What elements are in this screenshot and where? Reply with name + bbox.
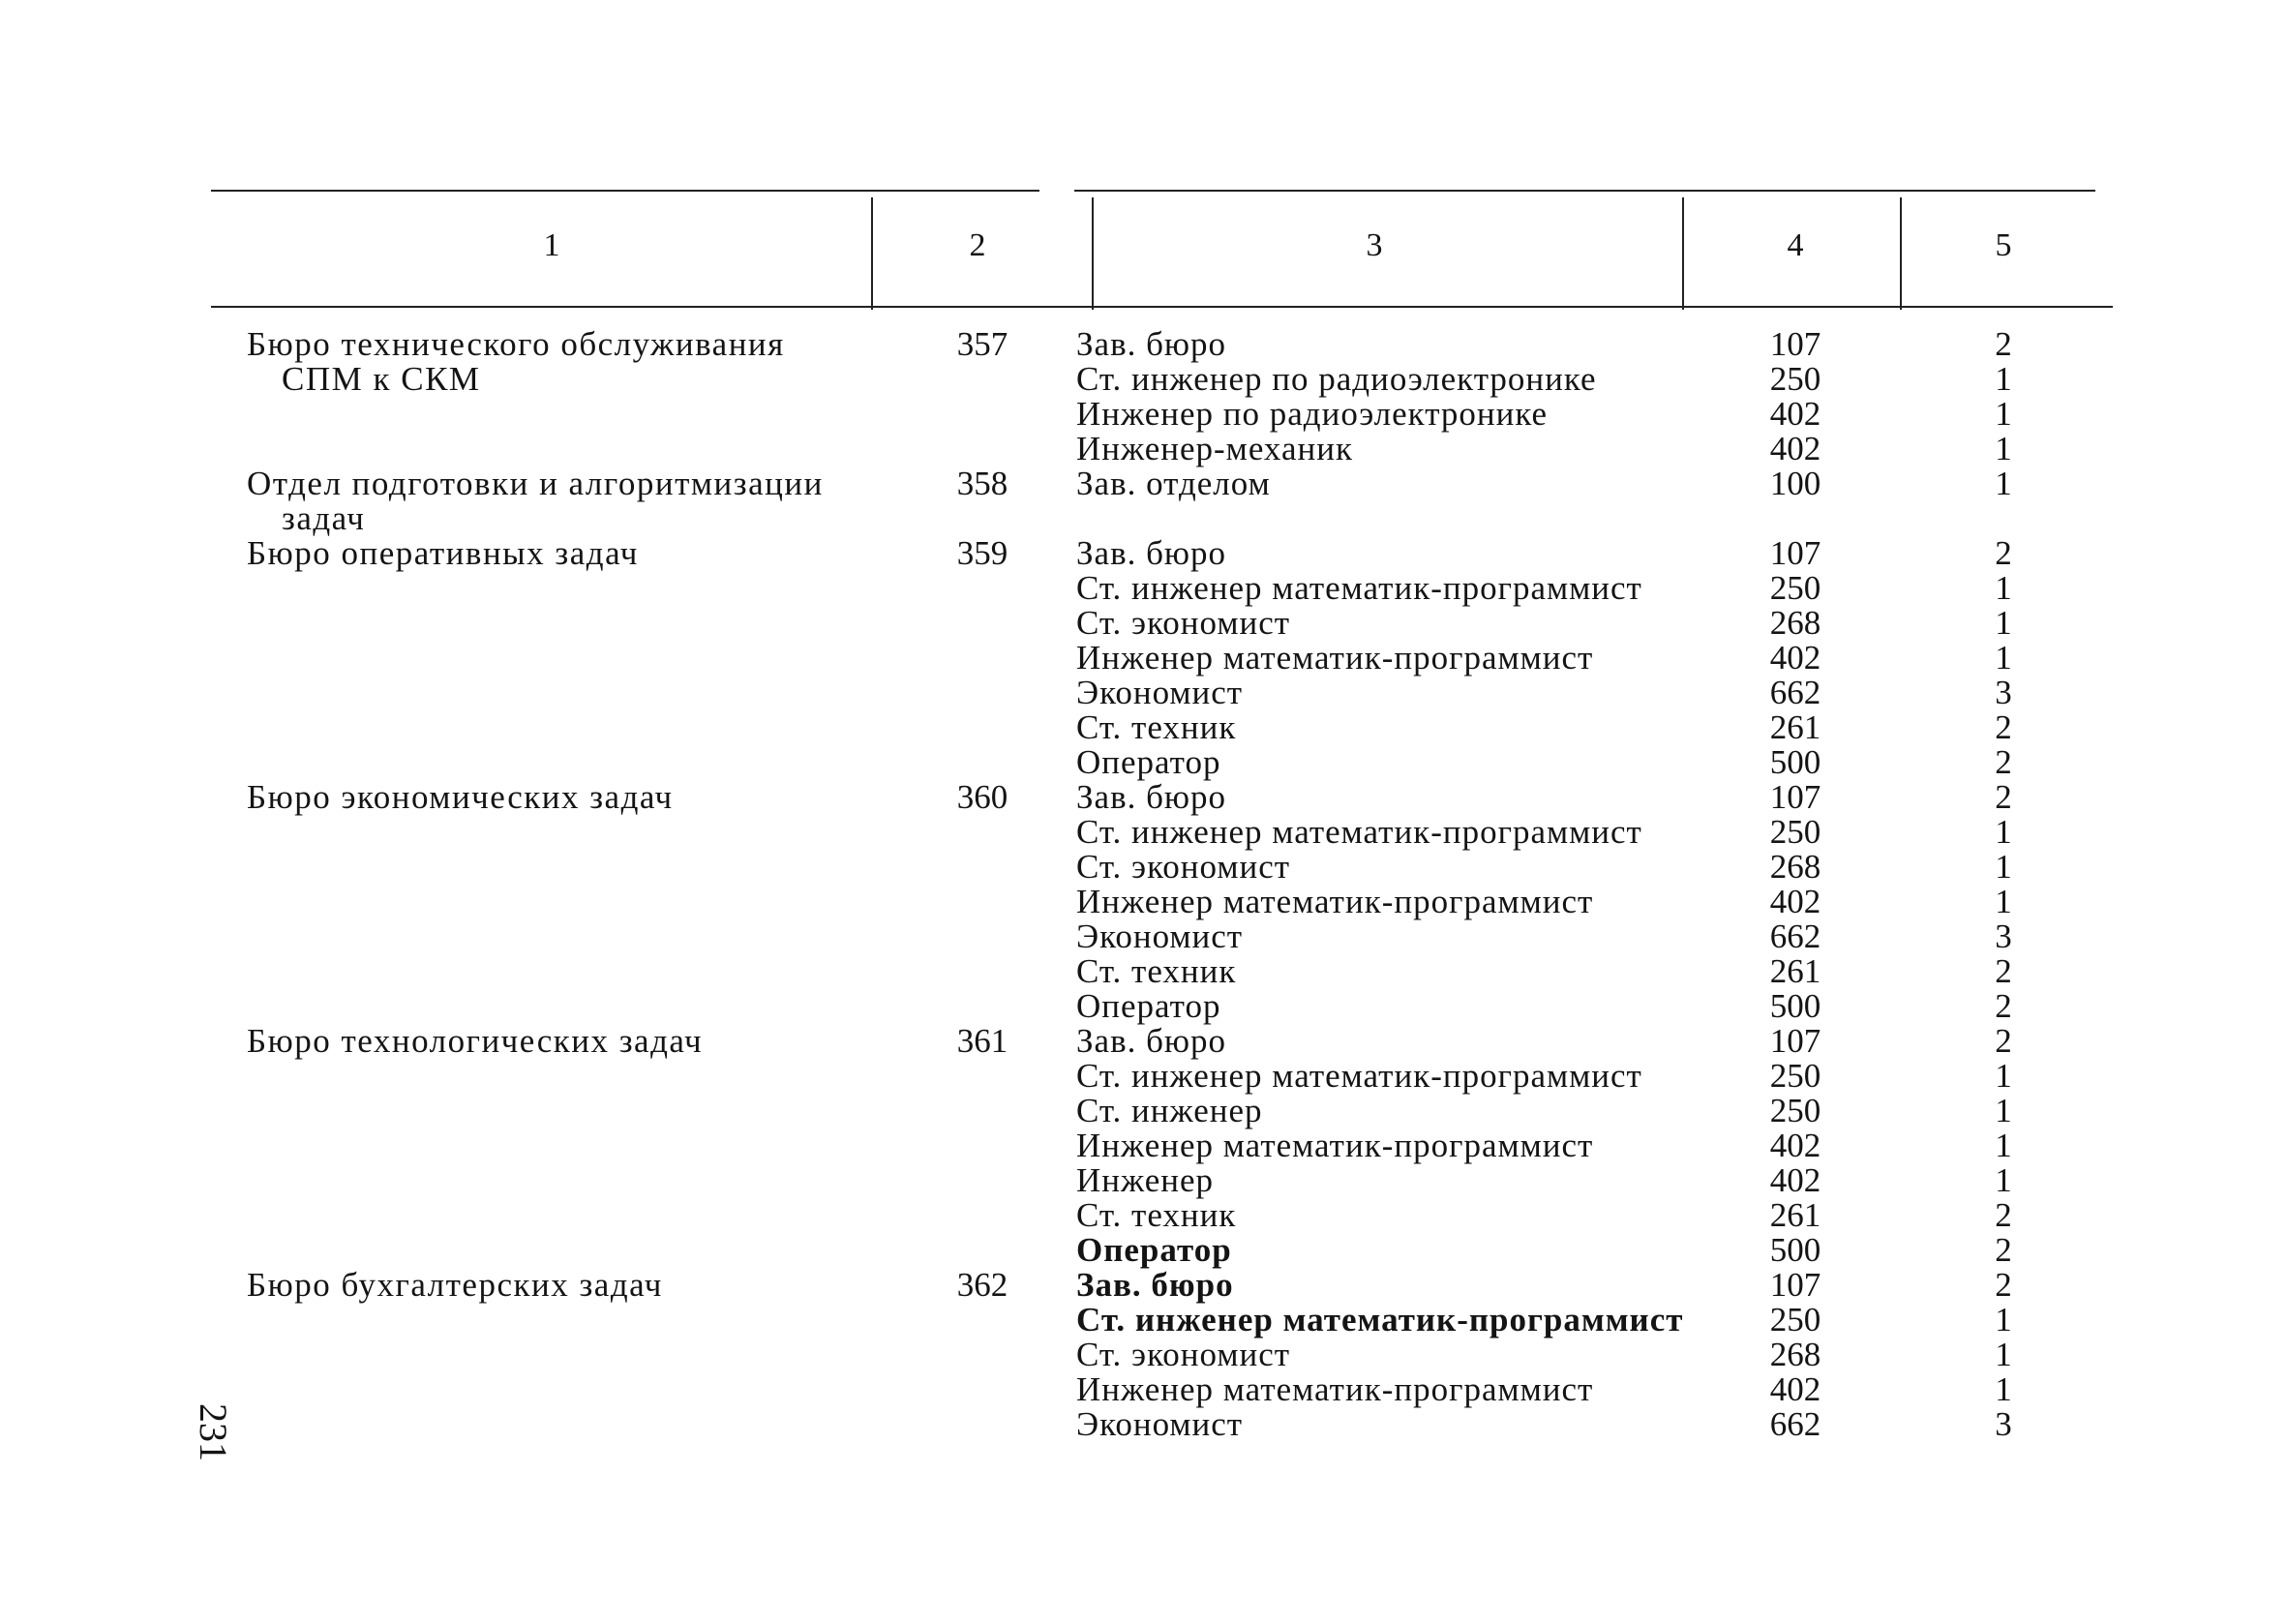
column-header-3: 3	[1366, 227, 1383, 263]
position-qty: 2	[1995, 534, 2012, 572]
position-qty: 1	[1995, 1127, 2012, 1164]
position-count: 250	[1769, 569, 1821, 607]
position-qty: 1	[1995, 360, 2012, 398]
position-qty: 2	[1995, 987, 2012, 1025]
top-rule-right	[1074, 190, 2095, 192]
position-title: Ст. техник	[1076, 1196, 1237, 1234]
position-qty: 2	[1995, 778, 2012, 816]
position-qty: 1	[1995, 1336, 2012, 1373]
position-title: Оператор	[1076, 1231, 1232, 1269]
department-code: 359	[956, 534, 1008, 572]
position-title: Экономист	[1076, 917, 1244, 955]
table-row	[0, 1338, 2287, 1372]
table-row	[0, 397, 2287, 432]
table-row	[0, 1128, 2287, 1163]
position-qty: 1	[1995, 1161, 2012, 1199]
table-row	[0, 1198, 2287, 1233]
table-row	[0, 1163, 2287, 1198]
position-qty: 1	[1995, 465, 2012, 502]
department-code: 358	[956, 465, 1008, 502]
position-count: 261	[1769, 952, 1821, 990]
table-row	[0, 850, 2287, 885]
position-count: 500	[1769, 1231, 1821, 1269]
position-qty: 1	[1995, 1301, 2012, 1338]
position-title: Инженер математик-программист	[1076, 639, 1594, 677]
position-count: 662	[1769, 1405, 1821, 1443]
position-count: 402	[1769, 395, 1821, 433]
position-title: Ст. техник	[1076, 708, 1237, 746]
position-count: 268	[1769, 848, 1821, 886]
position-count: 107	[1769, 778, 1821, 816]
table-row	[0, 885, 2287, 919]
table-row	[0, 362, 2287, 397]
position-qty: 3	[1995, 674, 2012, 711]
department-name-cont: задач	[282, 499, 366, 537]
position-count: 250	[1769, 813, 1821, 851]
position-title: Ст. инженер	[1076, 1092, 1263, 1129]
position-qty: 1	[1995, 569, 2012, 607]
position-title: Инженер математик-программист	[1076, 883, 1594, 920]
table-row	[0, 536, 2287, 571]
position-title: Зав. отделом	[1076, 465, 1271, 502]
position-qty: 1	[1995, 1057, 2012, 1095]
table-row	[0, 919, 2287, 954]
position-title: Инженер математик-программист	[1076, 1127, 1594, 1164]
position-title: Ст. техник	[1076, 952, 1237, 990]
position-count: 402	[1769, 1127, 1821, 1164]
table-row	[0, 989, 2287, 1024]
department-name-line: Бюро бухгалтерских задач	[247, 1266, 663, 1304]
position-qty: 1	[1995, 1370, 2012, 1408]
position-count: 402	[1769, 1370, 1821, 1408]
table-row	[0, 641, 2287, 676]
position-title: Экономист	[1076, 674, 1244, 711]
position-title: Экономист	[1076, 1405, 1244, 1443]
position-title: Ст. инженер математик-программист	[1076, 1301, 1684, 1338]
department-name-line: Бюро экономических задач	[247, 778, 674, 816]
position-count: 250	[1769, 360, 1821, 398]
table-row	[0, 1407, 2287, 1442]
header-divider-1	[871, 197, 873, 310]
position-title: Инженер-механик	[1076, 430, 1353, 467]
position-count: 261	[1769, 708, 1821, 746]
table-row	[0, 1303, 2287, 1338]
table-row	[0, 1059, 2287, 1094]
position-count: 268	[1769, 1336, 1821, 1373]
position-count: 107	[1769, 1022, 1821, 1060]
position-count: 402	[1769, 639, 1821, 677]
position-title: Ст. инженер математик-программист	[1076, 569, 1642, 607]
position-count: 107	[1769, 534, 1821, 572]
table-row	[0, 606, 2287, 641]
table-row	[0, 954, 2287, 989]
position-count: 261	[1769, 1196, 1821, 1234]
position-title: Зав. бюро	[1076, 1022, 1227, 1060]
position-qty: 2	[1995, 1196, 2012, 1234]
position-qty: 3	[1995, 917, 2012, 955]
position-count: 402	[1769, 883, 1821, 920]
position-count: 500	[1769, 987, 1821, 1025]
position-title: Ст. экономист	[1076, 604, 1291, 642]
position-count: 402	[1769, 430, 1821, 467]
position-title: Оператор	[1076, 743, 1221, 781]
header-divider-4	[1900, 197, 1902, 310]
table-row	[0, 571, 2287, 606]
position-title: Зав. бюро	[1076, 1266, 1234, 1304]
position-qty: 2	[1995, 1266, 2012, 1304]
position-title: Зав. бюро	[1076, 778, 1227, 816]
table-row	[0, 327, 2287, 362]
position-count: 107	[1769, 1266, 1821, 1304]
department-name-line: Бюро оперативных задач	[247, 534, 639, 572]
department-code: 357	[956, 325, 1008, 363]
position-qty: 3	[1995, 1405, 2012, 1443]
position-title: Оператор	[1076, 987, 1221, 1025]
position-qty: 1	[1995, 604, 2012, 642]
header-bottom-rule	[211, 306, 2113, 308]
column-header-5: 5	[1995, 227, 2012, 263]
position-qty: 2	[1995, 325, 2012, 363]
position-title: Ст. инженер математик-программист	[1076, 813, 1642, 851]
position-qty: 2	[1995, 708, 2012, 746]
position-qty: 1	[1995, 639, 2012, 677]
position-title: Ст. инженер математик-программист	[1076, 1057, 1642, 1095]
position-count: 250	[1769, 1092, 1821, 1129]
header-divider-3	[1682, 197, 1684, 310]
department-code: 361	[956, 1022, 1008, 1060]
table-row	[0, 815, 2287, 850]
department-code: 360	[956, 778, 1008, 816]
table-row	[0, 432, 2287, 466]
position-count: 662	[1769, 674, 1821, 711]
table-row	[0, 1233, 2287, 1268]
table-row	[0, 710, 2287, 745]
position-title: Зав. бюро	[1076, 325, 1227, 363]
page-number: 231	[192, 1403, 235, 1461]
position-count: 268	[1769, 604, 1821, 642]
position-count: 107	[1769, 325, 1821, 363]
table-row	[0, 1372, 2287, 1407]
position-qty: 1	[1995, 1092, 2012, 1129]
position-qty: 2	[1995, 1022, 2012, 1060]
department-name-line: Бюро технологических задач	[247, 1022, 704, 1060]
position-title: Ст. экономист	[1076, 848, 1291, 886]
table-row	[0, 1094, 2287, 1128]
position-count: 500	[1769, 743, 1821, 781]
position-qty: 2	[1995, 1231, 2012, 1269]
table-row	[0, 745, 2287, 780]
position-qty: 2	[1995, 743, 2012, 781]
department-name-line: Отдел подготовки и алгоритмизации	[247, 465, 824, 502]
position-title: Ст. экономист	[1076, 1336, 1291, 1373]
column-header-2: 2	[969, 227, 986, 263]
position-qty: 1	[1995, 883, 2012, 920]
table-row	[0, 1268, 2287, 1303]
position-qty: 1	[1995, 813, 2012, 851]
position-qty: 1	[1995, 430, 2012, 467]
position-qty: 1	[1995, 848, 2012, 886]
position-title: Инженер	[1076, 1161, 1215, 1199]
table-row	[0, 466, 2287, 501]
position-qty: 1	[1995, 395, 2012, 433]
position-count: 250	[1769, 1301, 1821, 1338]
position-count: 100	[1769, 465, 1821, 502]
position-count: 402	[1769, 1161, 1821, 1199]
table-row	[0, 676, 2287, 710]
position-title: Зав. бюро	[1076, 534, 1227, 572]
department-name-cont: СПМ к СКМ	[282, 360, 481, 398]
position-title: Ст. инженер по радиоэлектронике	[1076, 360, 1597, 398]
position-count: 250	[1769, 1057, 1821, 1095]
department-code: 362	[956, 1266, 1008, 1304]
position-qty: 2	[1995, 952, 2012, 990]
department-name-line: Бюро технического обслуживания	[247, 325, 785, 363]
position-title: Инженер по радиоэлектронике	[1076, 395, 1549, 433]
column-header-1: 1	[543, 227, 560, 263]
column-header-4: 4	[1787, 227, 1804, 263]
top-rule-left	[211, 190, 1039, 192]
table-row	[0, 780, 2287, 815]
header-divider-2	[1092, 197, 1094, 310]
position-title: Инженер математик-программист	[1076, 1370, 1594, 1408]
table-row	[0, 1024, 2287, 1059]
position-count: 662	[1769, 917, 1821, 955]
